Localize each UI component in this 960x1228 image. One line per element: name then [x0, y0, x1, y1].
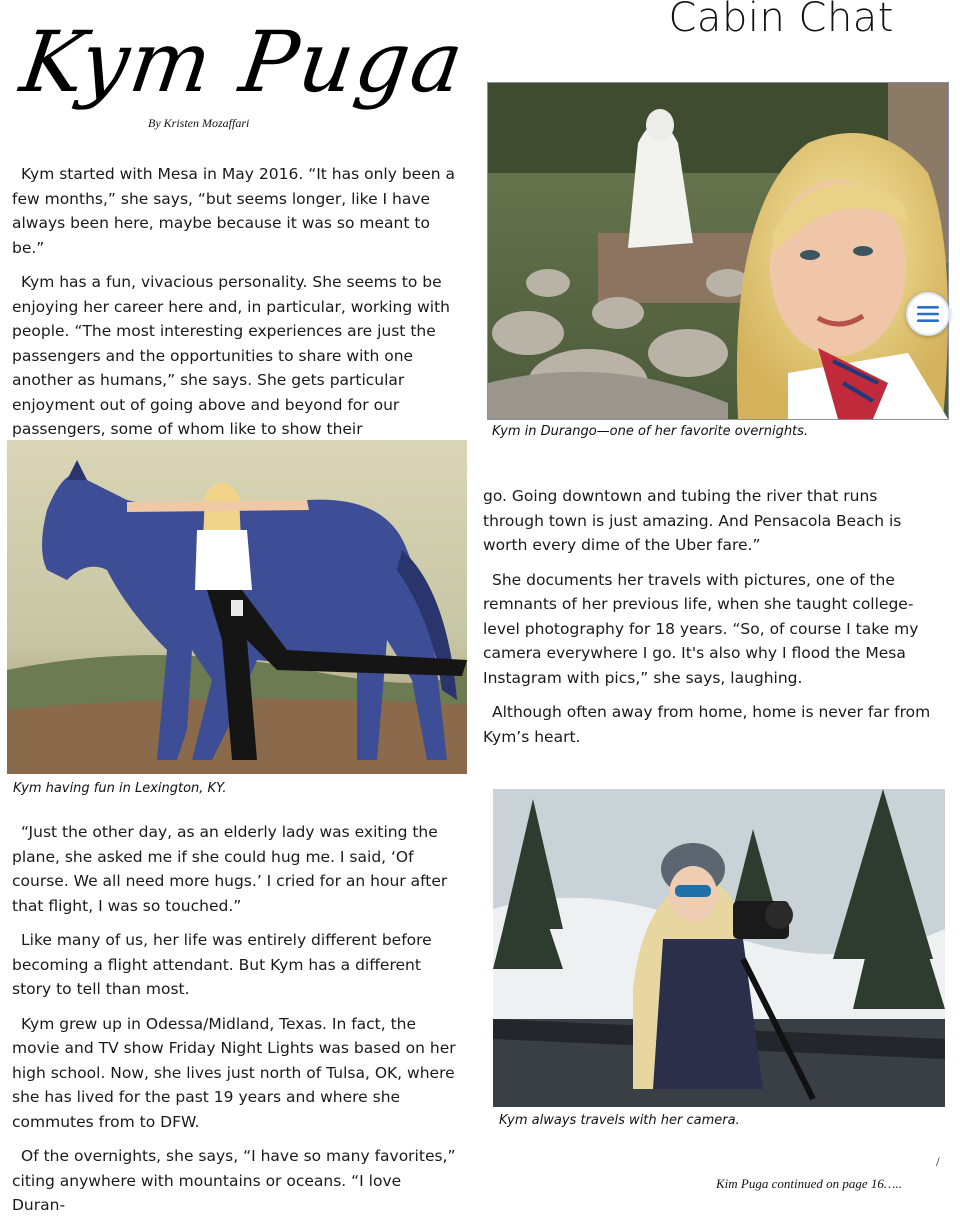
paragraph: Kym has a fun, vivacious personality. She seems to be enjoying her career here and, in particular, working with people. “The most interesting experiences are just the passengers and the opportunities to share with one another as humans,” she says. She gets particular enjoyment out of going above and beyond for our passengers, some of whom like to show their [12, 273, 450, 438]
photo-lexington [7, 440, 467, 774]
hamburger-menu-icon [916, 304, 940, 324]
byline: By Kristen Mozaffari [148, 116, 250, 130]
photo-durango-illustration [488, 83, 948, 419]
photo-lexington-illustration [7, 440, 467, 774]
section-title: Cabin Chat [668, 0, 894, 41]
caption-durango: Kym in Durango—one of her favorite overnights. [492, 424, 809, 439]
paragraph: Kym started with Mesa in May 2016. “It has only been a few months,” she says, “but seems longer, like I have always been here, maybe because it was so meant to be.” [12, 165, 455, 257]
article-column-left-bottom [12, 820, 456, 1228]
caption-lexington: Kym having fun in Lexington, KY. [13, 781, 227, 796]
photo-camera [493, 789, 945, 1107]
photo-camera-illustration [493, 789, 945, 1107]
continued-note: Kim Puga continued on page 16….. [716, 1176, 902, 1191]
caption-camera: Kym always travels with her camera. [499, 1113, 740, 1128]
paragraph: Kym grew up in Odessa/Midland, Texas. In fact, the movie and TV show Friday Night Lights was based on her high school. Now, she lives just north of Tulsa, OK, where she has lived for the past 19 years and where she commutes from to DFW. [12, 1014, 456, 1131]
paragraph: Like many of us, her life was entirely different before becoming a flight attendant. But Kym has a different story to tell than most. [12, 931, 432, 998]
article-headline: Kym Puga [15, 13, 471, 111]
article-column-left-top [12, 162, 456, 476]
paragraph: She documents her travels with pictures, one of the remnants of her previous life, when she taught college-level photography for 18 years. “So, of course I take my camera everywhere I go. It's also why I flood the Mesa Instagram with pics,” she says, laughing. [483, 570, 919, 687]
photo-durango [487, 82, 949, 420]
paragraph: go. Going downtown and tubing the river that runs through town is just amazing. And Pensacola Beach is worth every dime of the Uber fare.” [483, 487, 902, 554]
page-mark: / [936, 1154, 940, 1169]
menu-button[interactable] [906, 292, 950, 336]
article-column-right [483, 484, 935, 759]
paragraph: Although often away from home, home is never far from Kym’s heart. [483, 703, 931, 746]
paragraph: Of the overnights, she says, “I have so many favorites,” citing anywhere with mountains or oceans. “I love Duran- [12, 1147, 456, 1214]
paragraph: “Just the other day, as an elderly lady was exiting the plane, she asked me if she could hug me. I said, ‘Of course. We all need more hugs.’ I cried for an hour after that flight, I was so touched.” [12, 823, 448, 915]
